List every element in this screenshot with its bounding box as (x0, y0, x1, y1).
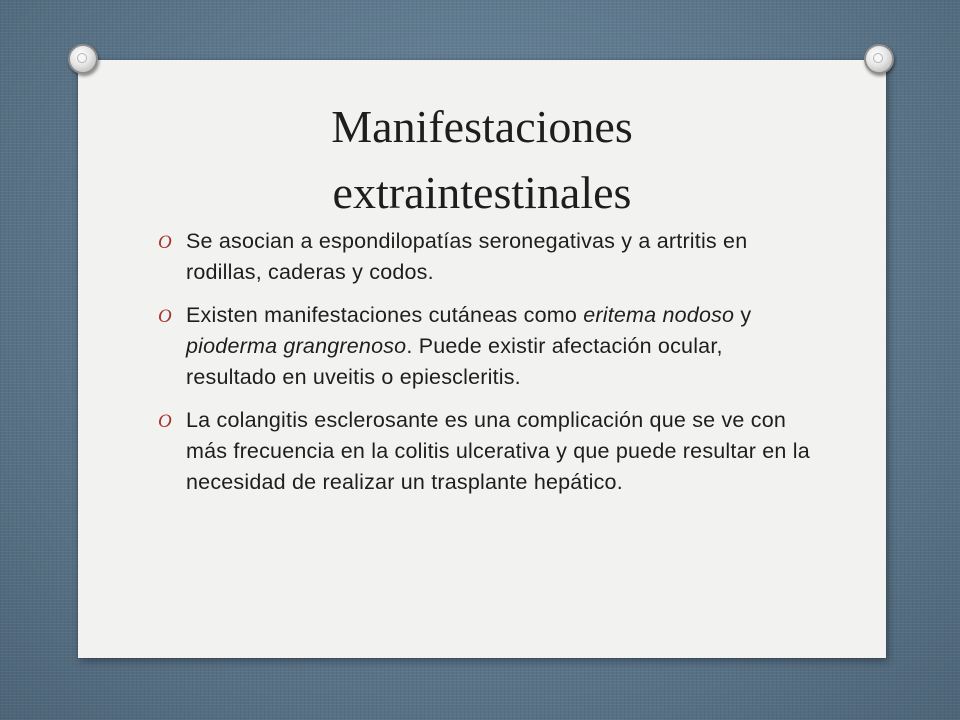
bullet-text (186, 303, 751, 389)
bullet-marker-icon: O (158, 232, 172, 253)
pushpin-icon (864, 44, 894, 74)
bullet-marker-icon: O (158, 411, 172, 432)
bullet-item-3 (158, 405, 818, 498)
bullet-text-segment: Existen manifestaciones cutáneas como (186, 303, 584, 327)
pushpin-icon (68, 44, 98, 74)
slide-title-line-2: extraintestinales (332, 167, 632, 218)
bullet-text-segment: . Puede existir afectación ocular, resultado en uveitis o epiescleritis. (186, 334, 723, 389)
bullet-list (158, 226, 818, 510)
bullet-item-1 (158, 226, 818, 288)
bullet-item-2 (158, 300, 818, 393)
bullet-text-segment: La colangitis esclerosante es una complicación que se ve con más frecuencia en la colitis ulcerativa y que puede resultar en la necesidad de realizar un trasplante hepático. (186, 408, 810, 494)
emphasized-term: pioderma grangrenoso (186, 334, 407, 358)
bullet-text (186, 229, 747, 284)
bullet-text (186, 408, 810, 494)
emphasized-term: eritema nodoso (583, 303, 735, 327)
slide-card (78, 60, 886, 658)
slide-title (78, 94, 886, 226)
bullet-text-segment: y (734, 303, 752, 327)
bullet-marker-icon: O (158, 306, 172, 327)
bullet-text-segment: Se asocian a espondilopatías seronegativas y a artritis en rodillas, caderas y codos. (186, 229, 748, 284)
slide-title-line-1: Manifestaciones (331, 101, 633, 152)
